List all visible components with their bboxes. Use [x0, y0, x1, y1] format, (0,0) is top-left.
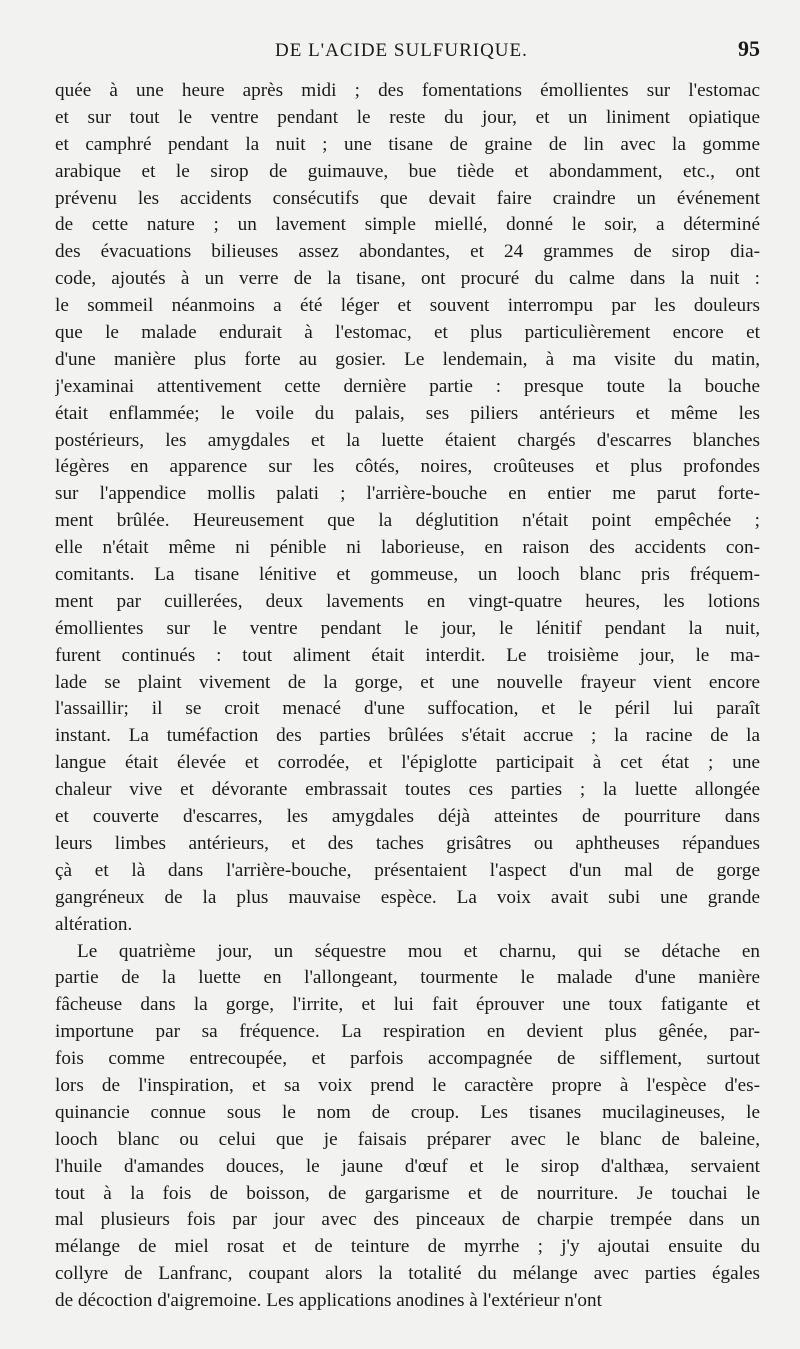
text-line: mélange de miel rosat et de teinture de myrrhe ; j'y ajoutai ensuite du	[55, 1236, 760, 1258]
text-line: looch blanc ou celui que je faisais préparer avec le blanc de baleine,	[55, 1128, 760, 1150]
text-line: et sur tout le ventre pendant le reste du jour, et un liniment opiatique	[55, 106, 760, 128]
body-text	[55, 78, 760, 1315]
paragraph	[55, 78, 760, 939]
text-line: ment par cuillerées, deux lavements en vingt-quatre heures, les lotions	[55, 590, 760, 612]
text-line: collyre de Lanfranc, coupant alors la totalité du mélange avec parties égales	[55, 1263, 760, 1285]
text-line: instant. La tuméfaction des parties brûlées s'était accrue ; la racine de la	[55, 725, 760, 747]
text-line: lade se plaint vivement de la gorge, et une nouvelle frayeur vient encore	[55, 671, 760, 693]
text-line: gangréneux de la plus mauvaise espèce. La voix avait subi une grande	[55, 886, 760, 908]
text-line: ment brûlée. Heureusement que la déglutition n'était point empêchée ;	[55, 510, 760, 532]
text-line: que le malade endurait à l'estomac, et plus particulièrement encore et	[55, 322, 760, 344]
text-line: l'assaillir; il se croit menacé d'une suffocation, et le péril lui paraît	[55, 698, 760, 720]
text-line: chaleur vive et dévorante embrassait toutes ces parties ; la luette allongée	[55, 779, 760, 801]
text-line: postérieurs, les amygdales et la luette étaient chargés d'escarres blanches	[55, 429, 760, 451]
text-line: l'huile d'amandes douces, le jaune d'œuf et le sirop d'althæa, servaient	[55, 1155, 760, 1177]
text-line: leurs limbes antérieurs, et des taches grisâtres ou aphtheuses répandues	[55, 832, 760, 854]
text-line: çà et là dans l'arrière-bouche, présentaient l'aspect d'un mal de gorge	[55, 859, 760, 881]
text-line: légères en apparence sur les côtés, noires, croûteuses et plus profondes	[55, 456, 760, 478]
text-line: sur l'appendice mollis palati ; l'arrière-bouche en entier me parut forte-	[55, 483, 760, 505]
text-line: et camphré pendant la nuit ; une tisane de graine de lin avec la gomme	[55, 133, 760, 155]
text-line: le sommeil néanmoins a été léger et souvent interrompu par les douleurs	[55, 295, 760, 317]
text-line: altération.	[55, 913, 133, 935]
text-line: d'une manière plus forte au gosier. Le lendemain, à ma visite du matin,	[55, 348, 760, 370]
text-line: prévenu les accidents consécutifs que devait faire craindre un événement	[55, 187, 760, 209]
text-line: quée à une heure après midi ; des fomentations émollientes sur l'estomac	[55, 80, 760, 101]
text-line: de cette nature ; un lavement simple miellé, donné le soir, a déterminé	[55, 214, 760, 236]
text-line: Le quatrième jour, un séquestre mou et charnu, qui se détache en	[77, 940, 760, 962]
text-line: des évacuations bilieuses assez abondantes, et 24 grammes de sirop dia-	[55, 241, 760, 263]
text-line: j'examinai attentivement cette dernière partie : presque toute la bouche	[55, 375, 760, 397]
text-line: elle n'était même ni pénible ni laborieuse, en raison des accidents con-	[55, 537, 760, 559]
text-line: code, ajoutés à un verre de la tisane, ont procuré du calme dans la nuit :	[55, 268, 760, 290]
text-line: tout à la fois de boisson, de gargarisme et de nourriture. Je touchai le	[55, 1182, 760, 1204]
page-number: 95	[738, 36, 760, 61]
text-line: lors de l'inspiration, et sa voix prend le caractère propre à l'espèce d'es-	[55, 1074, 760, 1096]
running-title: DE L'ACIDE SULFURIQUE.	[275, 40, 528, 61]
text-line: était enflammée; le voile du palais, ses piliers antérieurs et même les	[55, 402, 760, 424]
text-line: comitants. La tisane lénitive et gommeuse, un looch blanc pris fréquem-	[55, 564, 760, 586]
text-line: émollientes sur le ventre pendant le jour, le lénitif pendant la nuit,	[55, 617, 760, 639]
text-line: quinancie connue sous le nom de croup. Les tisanes mucilagineuses, le	[55, 1101, 760, 1123]
text-line: arabique et le sirop de guimauve, bue tiède et abondamment, etc., ont	[55, 160, 760, 182]
text-line: et couverte d'escarres, les amygdales déjà atteintes de pourriture dans	[55, 806, 760, 828]
text-line: de décoction d'aigremoine. Les applications anodines à l'extérieur n'ont	[55, 1290, 602, 1312]
text-line: mal plusieurs fois par jour avec des pinceaux de charpie trempée dans un	[55, 1209, 760, 1231]
text-line: fois comme entrecoupée, et parfois accompagnée de sifflement, surtout	[55, 1048, 760, 1070]
text-line: furent continués : tout aliment était interdit. Le troisième jour, le ma-	[55, 644, 760, 666]
paragraph	[55, 939, 760, 1315]
page-header	[55, 36, 760, 78]
text-line: importune par sa fréquence. La respiration en devient plus gênée, par-	[55, 1021, 760, 1043]
text-line: fâcheuse dans la gorge, l'irrite, et lui fait éprouver une toux fatigante et	[55, 994, 760, 1016]
text-line: langue était élevée et corrodée, et l'épiglotte participait à cet état ; une	[55, 752, 760, 774]
text-line: partie de la luette en l'allongeant, tourmente le malade d'une manière	[55, 967, 760, 989]
